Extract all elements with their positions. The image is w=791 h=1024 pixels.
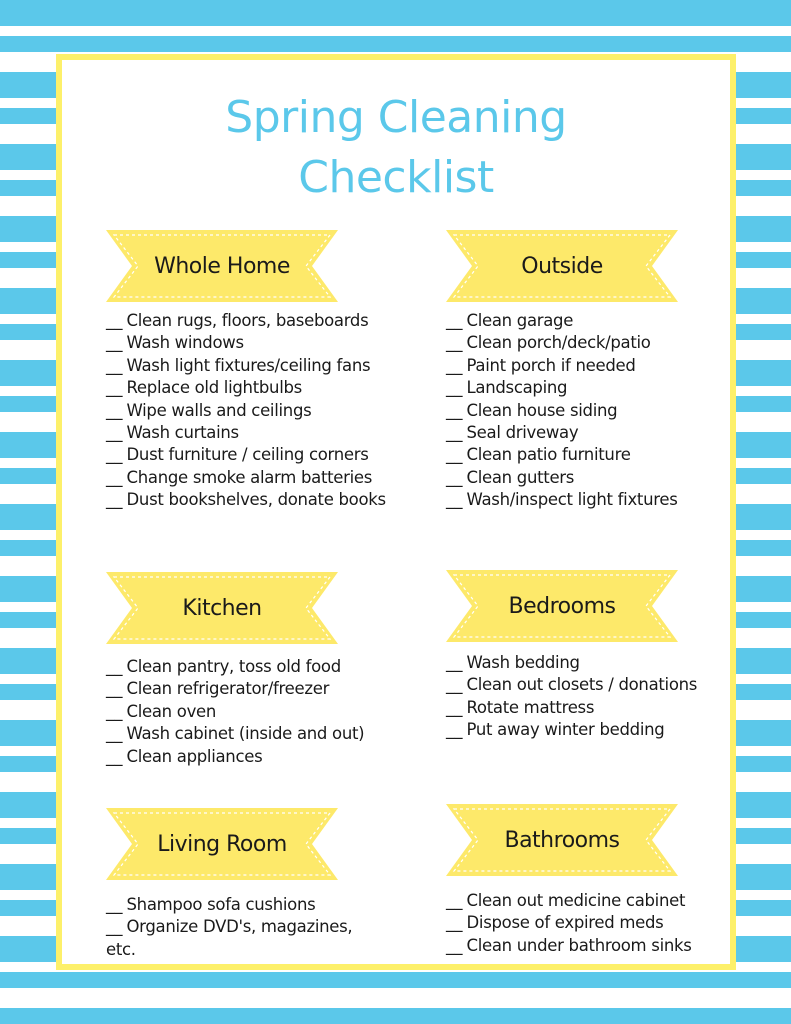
- section-whole-home: [106, 230, 386, 512]
- section-banner: [106, 572, 338, 644]
- list-item: __ Organize DVD's, magazines, etc.: [106, 917, 353, 959]
- list-item: __ Clean under bathroom sinks: [446, 935, 692, 955]
- section-kitchen: [106, 572, 364, 768]
- list-item: __ Replace old lightbulbs: [106, 378, 302, 398]
- checklist: [106, 656, 364, 768]
- section-banner: [106, 230, 338, 302]
- list-item: __ Wipe walls and ceilings: [106, 400, 312, 420]
- section-heading: Bedrooms: [508, 593, 616, 619]
- title-line-2: Checklist: [298, 152, 494, 203]
- section-living-room: [106, 808, 376, 961]
- list-item: __ Clean out closets / donations: [446, 675, 698, 695]
- list-item: __ Wash windows: [106, 333, 244, 353]
- list-item: __ Wash cabinet (inside and out): [106, 724, 365, 744]
- section-banner: [446, 804, 678, 876]
- section-banner: [446, 230, 678, 302]
- checklist: [106, 894, 376, 961]
- checklist: [446, 310, 678, 512]
- section-outside: [446, 230, 678, 512]
- checklist: [446, 652, 697, 742]
- title-line-1: Spring Cleaning: [225, 92, 567, 143]
- section-bedrooms: [446, 570, 697, 742]
- list-item: __ Clean oven: [106, 701, 217, 721]
- list-item: __ Dust furniture / ceiling corners: [106, 445, 369, 465]
- list-item: __ Clean porch/deck/patio: [446, 333, 651, 353]
- list-item: __ Rotate mattress: [446, 697, 595, 717]
- list-item: __ Wash curtains: [106, 423, 239, 443]
- page-title: [62, 88, 730, 208]
- section-heading: Kitchen: [182, 595, 262, 621]
- list-item: __ Seal driveway: [446, 423, 579, 443]
- list-item: __ Landscaping: [446, 378, 568, 398]
- list-item: __ Clean out medicine cabinet: [446, 891, 686, 910]
- list-item: __ Dispose of expired meds: [446, 913, 664, 933]
- list-item: __ Clean house siding: [446, 400, 618, 420]
- list-item: __ Wash light fixtures/ceiling fans: [106, 355, 371, 375]
- list-item: __ Shampoo sofa cushions: [106, 895, 316, 914]
- section-heading: Whole Home: [154, 253, 290, 279]
- section-bathrooms: [446, 804, 692, 957]
- list-item: __ Change smoke alarm batteries: [106, 467, 373, 487]
- list-item: __ Clean garage: [446, 311, 574, 330]
- section-heading: Living Room: [157, 831, 287, 857]
- list-item: __ Clean gutters: [446, 467, 575, 487]
- list-item: __ Dust bookshelves, donate books: [106, 490, 386, 510]
- list-item: __ Put away winter bedding: [446, 720, 665, 740]
- section-heading: Outside: [521, 253, 603, 279]
- list-item: __ Clean rugs, floors, baseboards: [106, 311, 369, 330]
- checklist: [106, 310, 386, 512]
- section-banner: [106, 808, 338, 880]
- list-item: __ Clean refrigerator/freezer: [106, 679, 330, 699]
- list-item: __ Clean appliances: [106, 746, 263, 766]
- checklist-card: [56, 54, 736, 970]
- checklist: [446, 890, 692, 957]
- section-banner: [446, 570, 678, 642]
- list-item: __ Wash bedding: [446, 653, 580, 672]
- section-heading: Bathrooms: [504, 827, 620, 853]
- list-item: __ Paint porch if needed: [446, 355, 636, 375]
- list-item: __ Wash/inspect light fixtures: [446, 490, 678, 510]
- list-item: __ Clean patio furniture: [446, 445, 631, 465]
- list-item: __ Clean pantry, toss old food: [106, 657, 341, 676]
